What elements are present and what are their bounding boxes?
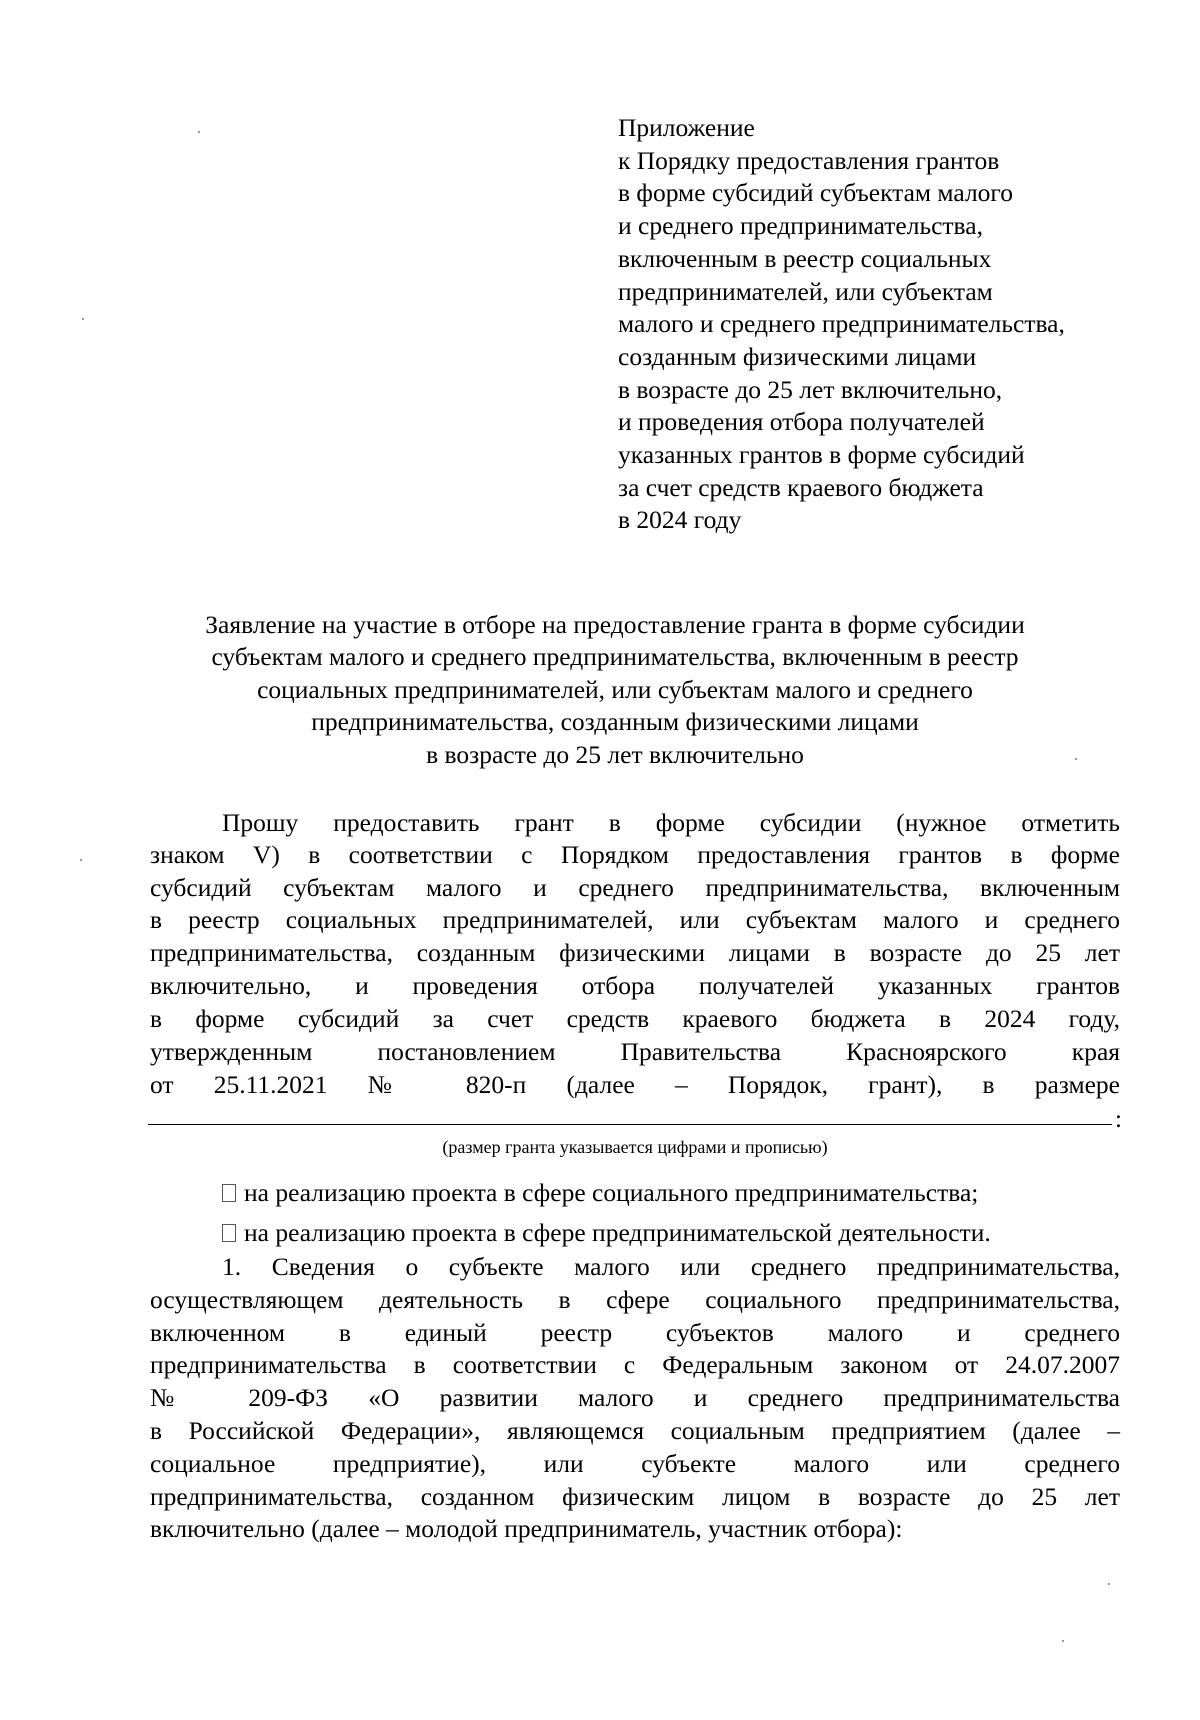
appendix-line: малого и среднего предпринимательства,	[618, 309, 1065, 339]
option-social-entrepreneurship[interactable]	[222, 1176, 978, 1209]
scan-speck	[80, 859, 82, 861]
title-line: субъектам малого и среднего предпринимательства, включенным в реестр	[211, 642, 1019, 672]
grant-amount-field[interactable]	[148, 1106, 1122, 1133]
paragraph-line: в Российской Федерации», являющемся социальным предприятием (далее –	[150, 1416, 1120, 1445]
paragraph-line: знаком V) в соответствии с Порядком предоставления грантов в форме	[150, 840, 1120, 869]
paragraph-line: включительно, и проведения отбора получателей указанных грантов	[150, 971, 1120, 1000]
title-line: Заявление на участие в отборе на предоставление гранта в форме субсидии	[205, 610, 1025, 639]
paragraph-line: включительно (далее – молодой предприниматель, участник отбора):	[150, 1514, 903, 1543]
paragraph-line: предпринимательства, созданным физическими лицами в возрасте до 25 лет	[150, 938, 1120, 967]
paragraph-line: утвержденным постановлением Правительства Красноярского края	[150, 1037, 1120, 1066]
scan-speck	[1108, 1583, 1110, 1585]
paragraph-line: Прошу предоставить грант в форме субсидии (нужное отметить	[222, 808, 1120, 837]
title-line: социальных предпринимателей, или субъектам малого и среднего	[257, 674, 973, 704]
option-entrepreneurial-activity[interactable]	[222, 1216, 991, 1249]
appendix-line: включенным в реестр социальных	[618, 243, 992, 273]
appendix-line: к Порядку предоставления грантов	[618, 145, 1000, 175]
appendix-line: в форме субсидий субъектам малого	[618, 178, 1013, 208]
paragraph-line: включенном в единый реестр субъектов малого и среднего	[150, 1318, 1120, 1347]
grant-amount-colon: :	[1115, 1106, 1122, 1133]
appendix-line: Приложение	[618, 113, 755, 142]
checkbox-icon[interactable]	[222, 1224, 236, 1242]
grant-amount-caption: (размер гранта указывается цифрами и прописью)	[442, 1137, 828, 1157]
paragraph-line: осуществляющем деятельность в сфере социального предпринимательства,	[150, 1285, 1120, 1314]
paragraph-line: предпринимательства в соответствии с Федеральным законом от 24.07.2007	[150, 1350, 1120, 1379]
title-line: предпринимательства, созданным физическими лицами	[311, 707, 919, 737]
scan-speck	[82, 318, 84, 320]
option-label: на реализацию проекта в сфере социального предпринимательства;	[244, 1178, 979, 1207]
appendix-header	[618, 112, 1065, 537]
paragraph-line: от 25.11.2021 № 820-п (далее – Порядок, грант), в размере	[150, 1070, 1120, 1099]
appendix-line: в 2024 году	[618, 505, 742, 535]
paragraph-line: в реестр социальных предпринимателей, или субъектам малого и среднего	[150, 905, 1120, 934]
application-title	[150, 609, 1080, 771]
grant-amount-underline	[148, 1124, 1112, 1125]
title-line: в возрасте до 25 лет включительно	[426, 739, 804, 769]
appendix-line: и среднего предпринимательства,	[618, 211, 983, 241]
checkbox-icon[interactable]	[222, 1184, 236, 1202]
appendix-line: за счет средств краевого бюджета	[618, 472, 984, 502]
paragraph-line: в форме субсидий за счет средств краевого бюджета в 2024 году,	[150, 1004, 1120, 1033]
appendix-line: предпринимателей, или субъектам	[618, 276, 993, 306]
appendix-line: указанных грантов в форме субсидий	[618, 440, 1025, 470]
option-label: на реализацию проекта в сфере предпринимательской деятельности.	[244, 1218, 991, 1247]
paragraph-line: № 209-ФЗ «О развитии малого и среднего предпринимательства	[150, 1383, 1120, 1412]
appendix-line: созданным физическими лицами	[618, 341, 977, 371]
appendix-line: и проведения отбора получателей	[618, 407, 985, 437]
scan-speck	[1075, 758, 1077, 760]
paragraph-line: 1. Сведения о субъекте малого или среднего предпринимательства,	[222, 1252, 1120, 1281]
paragraph-line: социальное предприятие), или субъекте малого или среднего	[150, 1449, 1120, 1478]
scan-speck	[198, 131, 200, 133]
appendix-line: в возрасте до 25 лет включительно,	[618, 374, 1003, 404]
scan-speck	[1062, 1640, 1064, 1642]
paragraph-line: предпринимательства, созданном физическим лицом в возрасте до 25 лет	[150, 1482, 1120, 1511]
paragraph-line: субсидий субъектам малого и среднего предпринимательства, включенным	[150, 873, 1120, 902]
